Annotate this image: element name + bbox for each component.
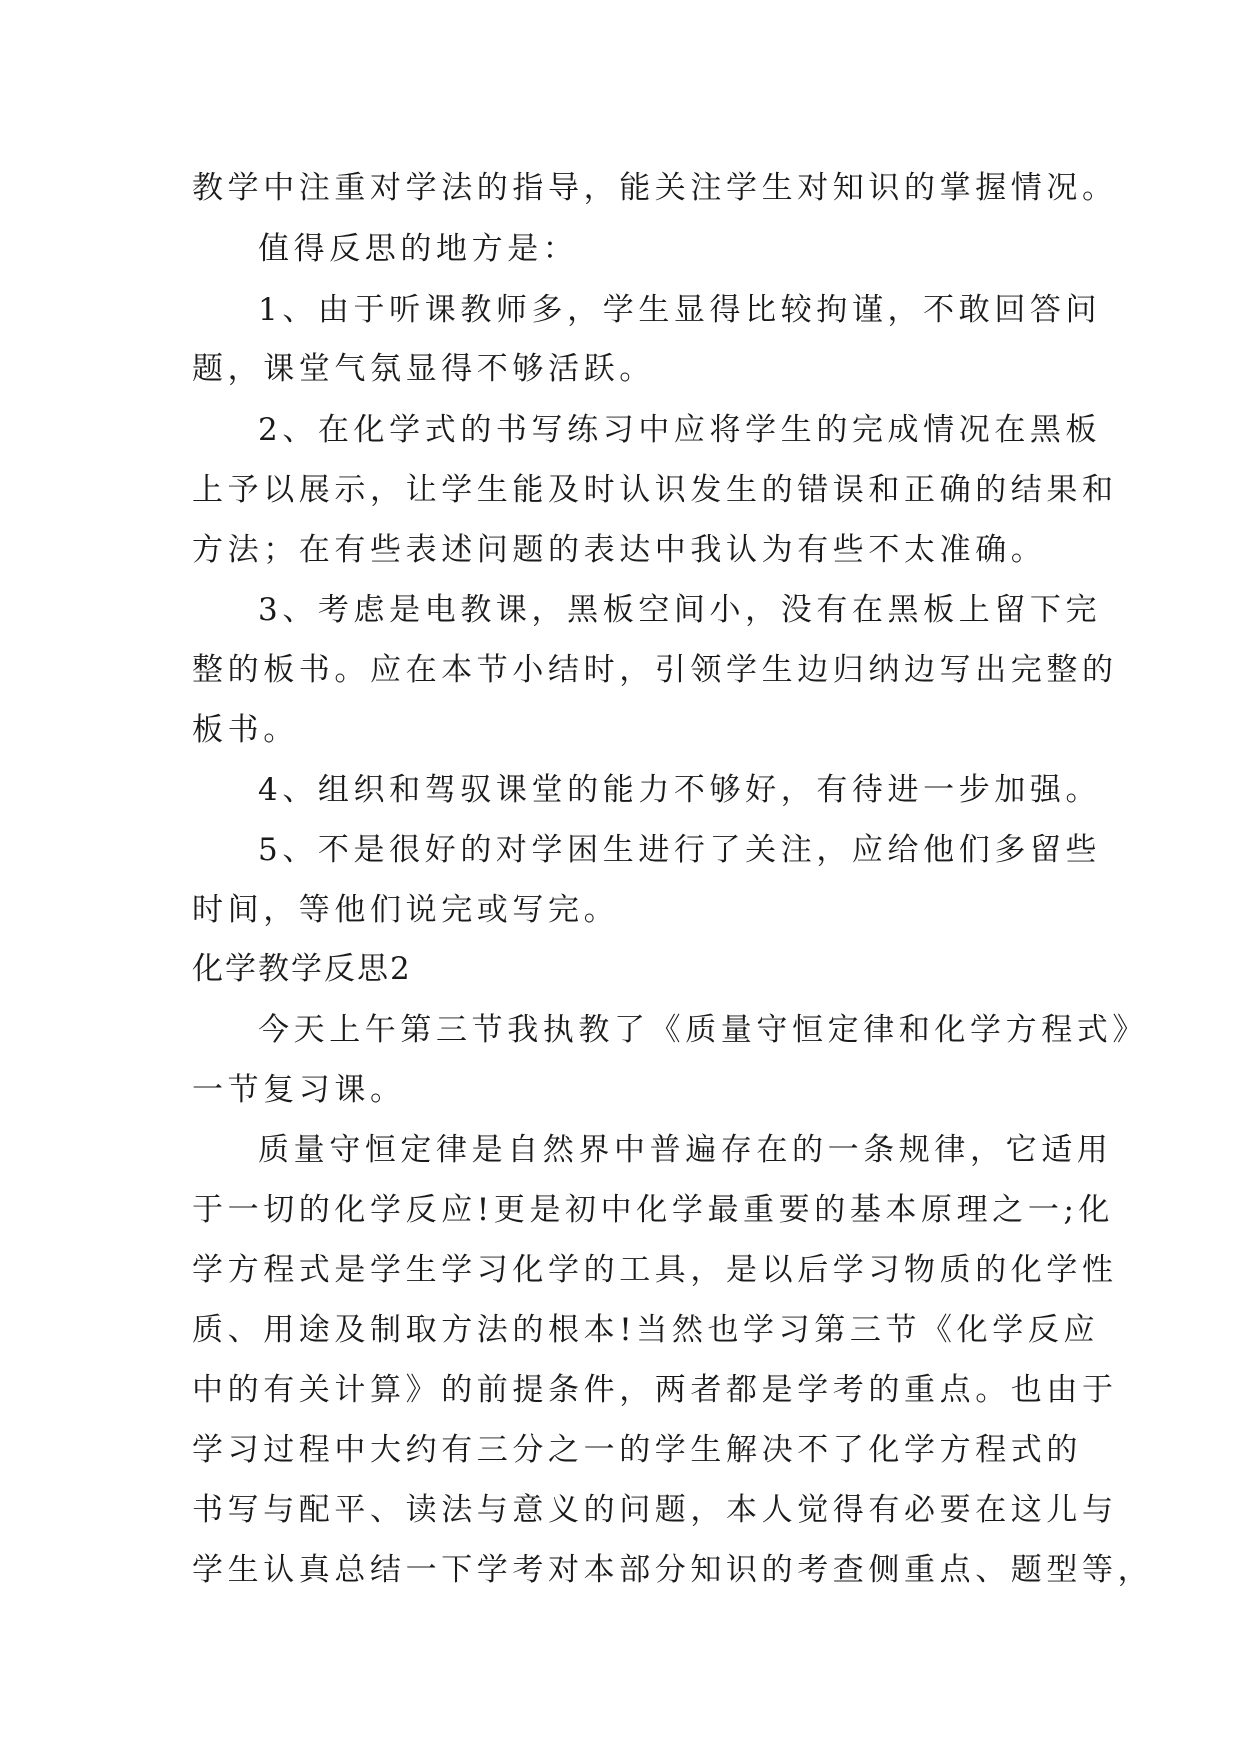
text-line: 方法；在有些表述问题的表达中我认为有些不太准确。 bbox=[192, 532, 1047, 568]
text-line: 学生认真总结一下学考对本部分知识的考查侧重点、题型等， bbox=[192, 1552, 1154, 1588]
text-line: 一节复习课。 bbox=[192, 1072, 406, 1108]
text-line: 时间，等他们说完或写完。 bbox=[192, 892, 620, 928]
text-line: 书写与配平、读法与意义的问题，本人觉得有必要在这儿与 bbox=[192, 1492, 1118, 1528]
text-line: 中的有关计算》的前提条件，两者都是学考的重点。也由于 bbox=[192, 1372, 1118, 1408]
text-line: 值得反思的地方是： bbox=[258, 231, 579, 267]
text-line: 于一切的化学反应!更是初中化学最重要的基本原理之一;化 bbox=[192, 1192, 1115, 1228]
text-line: 学习过程中大约有三分之一的学生解决不了化学方程式的 bbox=[192, 1432, 1082, 1468]
text-line: 上予以展示，让学生能及时认识发生的错误和正确的结果和 bbox=[192, 472, 1118, 508]
text-line: 5、不是很好的对学困生进行了关注，应给他们多留些 bbox=[258, 832, 1102, 868]
section-heading: 化学教学反思2 bbox=[192, 951, 412, 987]
text-line: 整的板书。应在本节小结时，引领学生边归纳边写出完整的 bbox=[192, 652, 1118, 688]
text-line: 4、组织和驾驭课堂的能力不够好，有待进一步加强。 bbox=[258, 772, 1102, 808]
text-line: 题，课堂气氛显得不够活跃。 bbox=[192, 351, 655, 387]
text-line: 3、考虑是电教课，黑板空间小，没有在黑板上留下完 bbox=[258, 592, 1102, 628]
text-line: 质、用途及制取方法的根本!当然也学习第三节《化学反应 bbox=[192, 1312, 1100, 1348]
text-line: 2、在化学式的书写练习中应将学生的完成情况在黑板 bbox=[258, 412, 1102, 448]
text-line: 学方程式是学生学习化学的工具，是以后学习物质的化学性 bbox=[192, 1252, 1118, 1288]
text-line: 今天上午第三节我执教了《质量守恒定律和化学方程式》 bbox=[258, 1012, 1148, 1048]
text-line: 教学中注重对学法的指导，能关注学生对知识的掌握情况。 bbox=[192, 170, 1118, 206]
text-line: 板书。 bbox=[192, 712, 299, 748]
text-line: 质量守恒定律是自然界中普遍存在的一条规律，它适用 bbox=[258, 1132, 1113, 1168]
text-line: 1、由于听课教师多，学生显得比较拘谨，不敢回答问 bbox=[258, 292, 1102, 328]
